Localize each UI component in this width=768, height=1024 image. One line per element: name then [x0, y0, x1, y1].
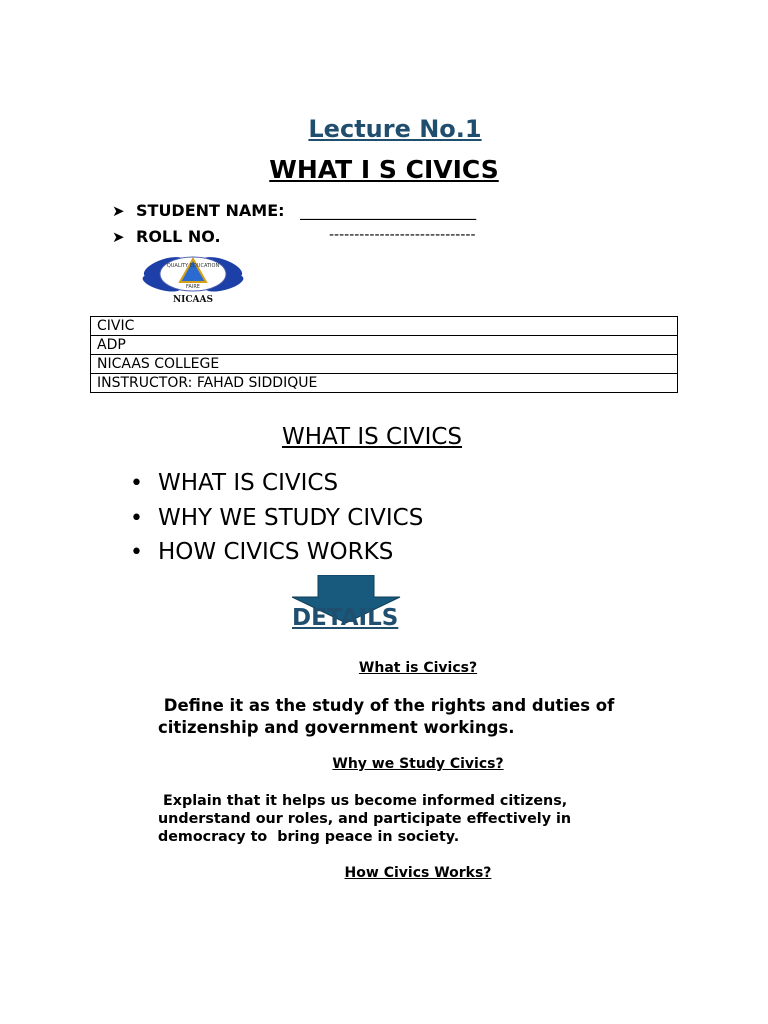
- question-how-civics-works: How Civics Works?: [344, 865, 492, 881]
- question-why-study-civics: Why we Study Civics?: [332, 756, 504, 772]
- answer-what-is-civics: [158, 695, 678, 739]
- logo-text: NICAAS: [172, 295, 214, 305]
- bullet-icon: •: [130, 471, 143, 496]
- table-row: [91, 374, 678, 393]
- table-row: [91, 355, 678, 374]
- answer-line: understand our roles, and participate effectively in: [158, 811, 572, 827]
- bullet-icon: •: [130, 505, 143, 531]
- section-heading: WHAT IS CIVICS: [281, 424, 463, 450]
- roll-number-blank[interactable]: -----------------------------: [329, 227, 476, 243]
- logo-inner-text: FAIRE: [186, 284, 200, 290]
- arrow-bullet-icon: ➤: [112, 202, 125, 220]
- list-item-label: HOW CIVICS WORKS: [158, 539, 394, 565]
- student-name-blank[interactable]: ______________________: [300, 201, 477, 220]
- question-what-is-civics: What is Civics?: [358, 660, 478, 676]
- list-item-label: WHAT IS CIVICS: [158, 470, 339, 496]
- lecture-number: Lecture No.1: [308, 115, 482, 143]
- list-item: [130, 501, 423, 536]
- bullet-icon: •: [130, 540, 143, 565]
- document-title: WHAT I S CIVICS: [269, 155, 499, 184]
- nicaas-logo: [140, 248, 246, 306]
- roll-number-row: [112, 227, 476, 246]
- list-item: [130, 466, 423, 501]
- answer-line: Define it as the study of the rights and duties of: [158, 696, 615, 715]
- list-item: [130, 535, 423, 570]
- arrow-bullet-icon: ➤: [112, 228, 125, 246]
- answer-line: citizenship and government workings.: [158, 718, 515, 737]
- logo-ring-text: QUALITY EDUCATION: [166, 263, 220, 269]
- list-item-label: WHY WE STUDY CIVICS: [158, 504, 424, 531]
- student-name-row: [112, 201, 476, 220]
- student-name-label: STUDENT NAME:: [136, 201, 285, 220]
- table-cell: NICAAS COLLEGE: [91, 355, 678, 374]
- course-info-table: [90, 316, 678, 393]
- table-cell: INSTRUCTOR: FAHAD SIDDIQUE: [91, 374, 678, 393]
- topic-list: [130, 466, 423, 570]
- details-heading: DETAILS: [292, 605, 399, 631]
- answer-why-study-civics: [158, 792, 678, 846]
- table-row: [91, 336, 678, 355]
- table-cell: ADP: [91, 336, 678, 355]
- table-row: [91, 317, 678, 336]
- answer-line: Explain that it helps us become informed citizens,: [158, 793, 568, 809]
- table-cell: CIVIC: [91, 317, 678, 336]
- roll-number-label: ROLL NO.: [136, 227, 221, 246]
- answer-line: democracy to bring peace in society.: [158, 829, 460, 845]
